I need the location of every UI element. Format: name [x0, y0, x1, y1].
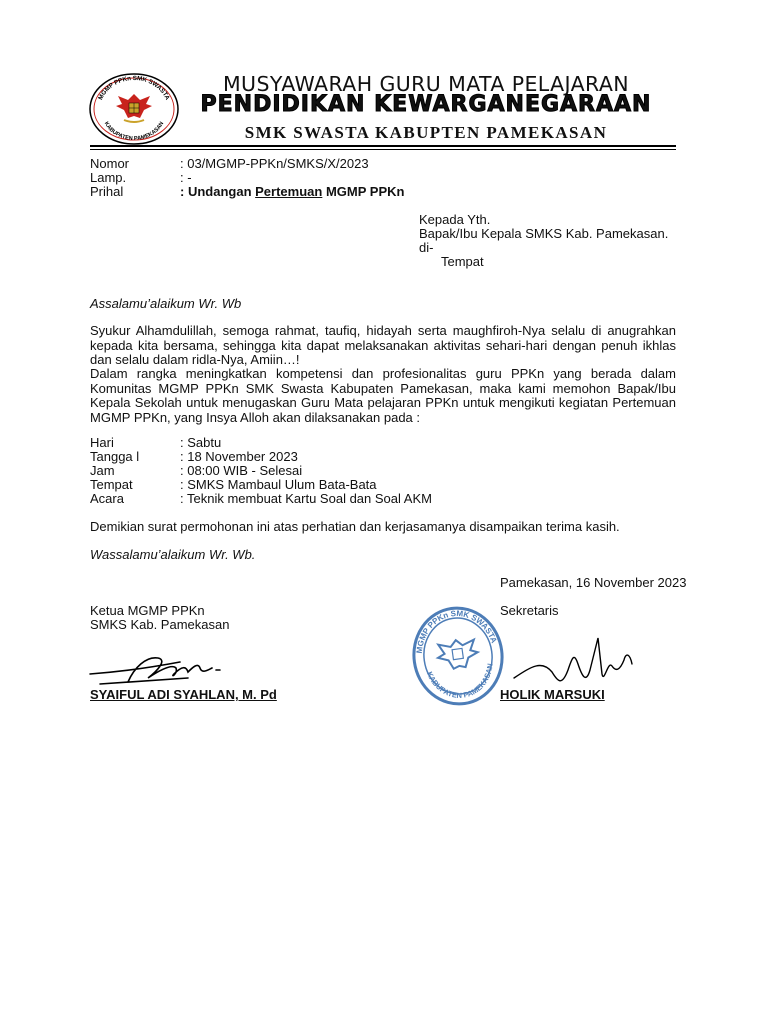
- detail-label-tanggal: Tangga l: [90, 449, 140, 464]
- nomor-value: : 03/MGMP-PPKn/SMKS/X/2023: [180, 156, 369, 171]
- recipient-line2: Bapak/Ibu Kepala SMKS Kab. Pamekasan.: [419, 226, 669, 241]
- header-rule-thin: [90, 149, 676, 150]
- letterhead-line1: MUSYAWARAH GURU MATA PELAJARAN: [222, 72, 630, 96]
- left-signatory-name: SYAIFUL ADI SYAHLAN, M. Pd: [90, 687, 277, 702]
- logo-text-top: MGMP PPKn SMK SWASTA: [97, 74, 171, 102]
- left-signatory-title2: SMKS Kab. Pamekasan: [90, 617, 230, 632]
- detail-value-tanggal: : 18 November 2023: [180, 449, 298, 464]
- header-rule-thick: [90, 145, 676, 147]
- detail-value-tempat: : SMKS Mambaul Ulum Bata-Bata: [180, 477, 377, 492]
- detail-label-acara: Acara: [90, 491, 124, 506]
- detail-value-jam: : 08:00 WIB - Selesai: [180, 463, 303, 478]
- left-signature: [88, 648, 238, 692]
- stamp-text-top: MGMP PPKn SMK SWASTA: [414, 608, 499, 654]
- recipient-line1: Kepada Yth.: [419, 212, 491, 227]
- logo-text-bottom: KABUPATEN PAMEKASAN: [102, 120, 166, 143]
- prihal-value: : Undangan Pertemuan MGMP PPKn: [180, 184, 405, 199]
- detail-value-acara: : Teknik membuat Kartu Soal dan Soal AKM: [180, 491, 432, 506]
- detail-label-tempat: Tempat: [90, 477, 133, 492]
- official-stamp: [408, 604, 506, 708]
- detail-value-hari: : Sabtu: [180, 435, 222, 450]
- recipient-line4: Tempat: [441, 254, 484, 269]
- right-signatory-name: HOLIK MARSUKI: [500, 687, 605, 702]
- letterhead-line3: SMK SWASTA KABUPTEN PAMEKASAN: [244, 123, 608, 142]
- greeting: Assalamu’alaikum Wr. Wb: [90, 296, 242, 311]
- place-date: Pamekasan, 16 November 2023: [500, 575, 687, 590]
- farewell: Wassalamu’alaikum Wr. Wb.: [90, 547, 256, 562]
- letterhead-line2: PENDIDIKAN KEWARGANEGARAAN: [200, 92, 652, 117]
- closing-text: Demikian surat permohonan ini atas perhatian dan kerjasamanya disampaikan terima kasih.: [90, 519, 620, 534]
- recipient-line3: di-: [419, 240, 434, 255]
- stamp-text-bottom: KABUPATEN PAMEKASAN: [424, 662, 495, 700]
- svg-text:MGMP PPKn SMK SWASTA: [410, 604, 499, 655]
- lamp-value: : -: [180, 170, 192, 185]
- prihal-label: Prihal: [90, 184, 124, 199]
- body-paragraph-1: Syukur Alhamdulillah, semoga rahmat, taufiq, hidayah serta maughfiroh-Nya selalu di anugrahkan kepada kita bersama, sehingga kita dapat melaksanakan aktivitas sehari-hari dengan penuh ikhlas dan selalu dalam ridla-Nya, Amiin…!: [90, 323, 676, 367]
- lamp-label: Lamp.: [90, 170, 127, 185]
- detail-label-hari: Hari: [90, 435, 114, 450]
- right-signature: [512, 630, 636, 694]
- left-signatory-title1: Ketua MGMP PPKn: [90, 603, 205, 618]
- body-paragraph-2: Dalam rangka meningkatkan kompetensi dan profesionalitas guru PPKn yang berada dalam Komunitas MGMP PPKn SMK Swasta Kabupaten Pamekasan, maka kami memohon Bapak/Ibu Kepala Sekolah untuk menugaskan Guru Mata pelajaran PPKn untuk mengikuti kegiatan Pertemuan MGMP PPKn, yang Insya Alloh akan dilaksanakan pada :: [90, 366, 676, 425]
- right-signatory-title: Sekretaris: [500, 603, 559, 618]
- nomor-label: Nomor: [90, 156, 130, 171]
- detail-label-jam: Jam: [90, 463, 115, 478]
- mgmp-logo: [88, 72, 180, 146]
